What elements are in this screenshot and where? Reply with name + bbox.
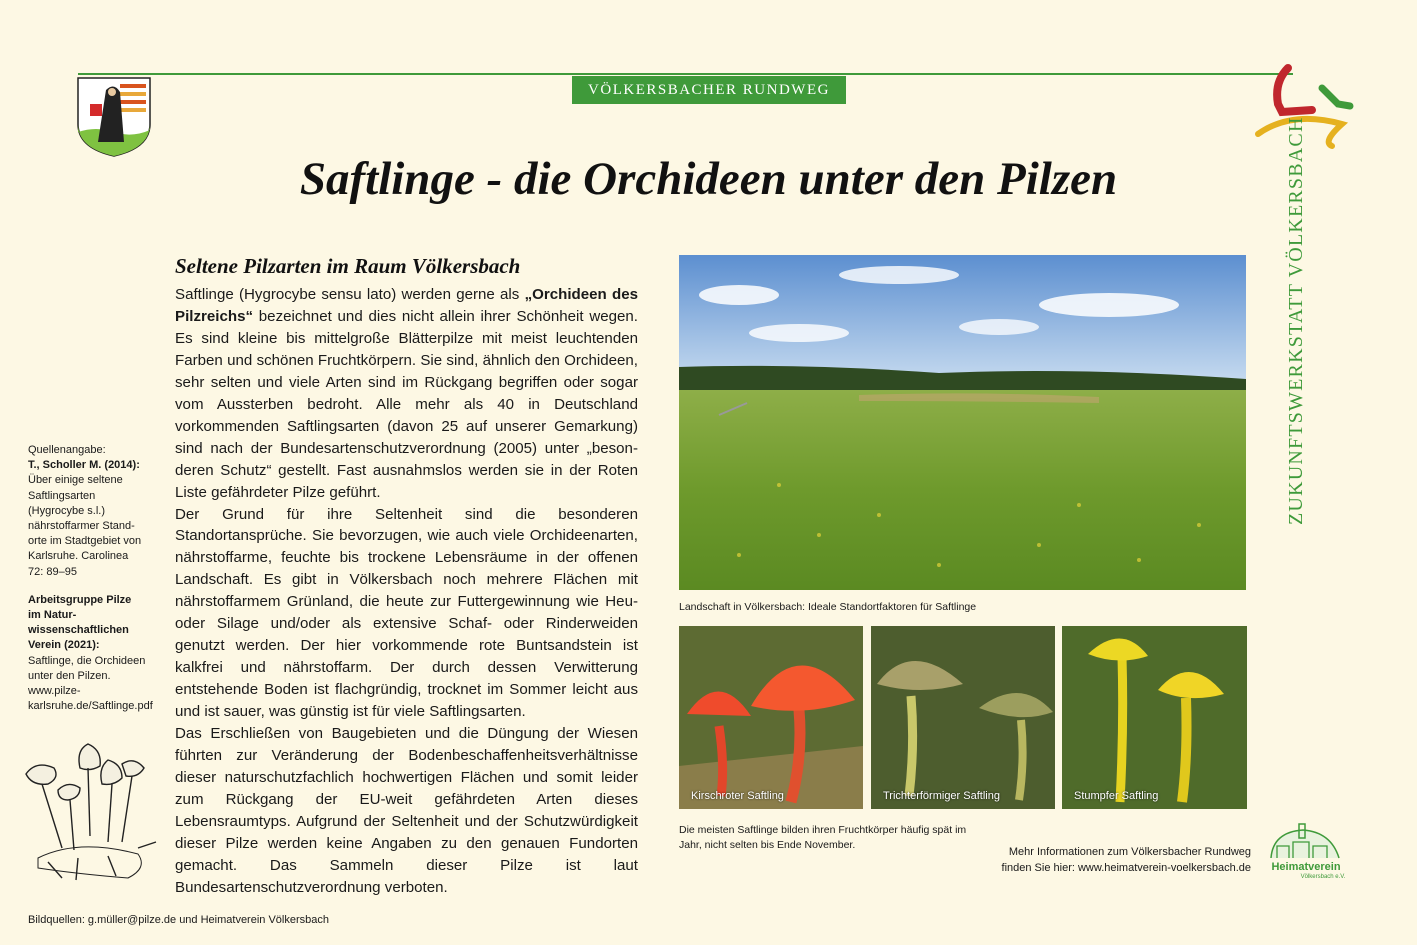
landscape-photo [679, 255, 1246, 590]
section-heading: Seltene Pilzarten im Raum Völkersbach [175, 254, 521, 278]
heimatverein-logo-icon [1263, 818, 1349, 880]
route-banner: VÖLKERSBACHER RUNDWEG [572, 76, 846, 104]
top-rule [78, 73, 1293, 75]
info-url[interactable]: finden Sie hier: www.heimatverein-voelkersbach.de [1001, 861, 1251, 874]
info-block [960, 845, 1251, 876]
page-title: Saftlinge - die Orchideen unter den Pilzen [299, 153, 1118, 205]
paragraph-2: Der Grund für ihre Seltenheit sind die besonderen Standortansprüche. Sie bevorzugen, wie auch viele Orchideenarten, nährstoffarme, feuchte bis trockene Lebensräume in der offenen Landschaft. Es gibt in Völkersbach noch mehrere Flächen mit nährstoffarmem Grünland, die heute zur Futtergewinnung wie Heu- oder Silage und/oder als extensive Schaf- oder Rinderweiden genutzt werden. Der hier vorkommende rote Buntsandstein ist kalkfrei und nährstoffarm. Der durch dessen Verwitterung entstehende Boden ist flachgründig, trocknet im Sommer leicht aus und ist sauer, was günstig ist für viele Saftlingsarten. [175, 505, 638, 721]
source-1: T., Scholler M. (2014): Über einige seltene Saftlingsarten (Hygrocybe s.l.) nährstoffarmer Standorte im Stadtgebiet von Karlsruhe. Carolinea 72: 89–95 [28, 459, 142, 578]
mushroom-photo-kirschrot [679, 626, 863, 809]
mushroom-label-1: Kirschroter Saftling [691, 790, 784, 802]
landscape-caption: Landschaft in Völkersbach: Ideale Standortfaktoren für Saftlinge [679, 601, 977, 613]
image-credits: Bildquellen: g.müller@pilze.de und Heimatverein Völkersbach [28, 914, 329, 926]
paragraph-3: Das Erschließen von Baugebieten und die Düngung der Wiesen führten zur Veränderung der Bodenbeschaffenheitsverhältnisse dieser naturschutzfachlich hochwertigen Flächen und somit leider zum Rückgang der EU-weit gefährdeten Arten dieses Lebensraumtyps. Aufgrund der Seltenheit und der Schutzwürdigkeit dieser Pilze werden keine Angaben zu den genauen Fundorten gemacht. Das Sammeln dieser Pilze ist laut Bundesartenschutzverordnung verboten. [175, 725, 638, 896]
source-2: Arbeitsgruppe Pilze im Naturwissenschaftlichen Verein (2021): Saftlinge, die Orchideen unter den Pilzen. www.pilze-karlsruhe.de/Saftlinge.pdf [28, 593, 153, 713]
emphasis: „Orchideen des Pilzreichs“ [175, 286, 638, 325]
mushroom-sketch-icon [18, 738, 160, 884]
mushroom-label-3: Stumpfer Saftling [1074, 790, 1159, 802]
sources-sidebar [28, 443, 153, 727]
logo-sub: Völkersbach e.V. [1300, 874, 1346, 880]
sources-heading: Quellenangabe: [28, 444, 106, 456]
mushroom-photo-stumpf [1062, 626, 1247, 809]
body-text [175, 284, 638, 899]
mushroom-photo-trichterfoermig [871, 626, 1055, 809]
coat-of-arms-icon [76, 76, 152, 158]
paragraph-1: Saftlinge (Hygrocybe sensu lato) werden gerne als „Orchideen des Pilzreichs“ bezeichnet und dies nicht allein ihrer Schönheit wegen. Es sind kleine bis mittelgroße Blätterpilze mit meist leuchtenden Farben und schönen Fruchtkörpern. Sie sind, ähnlich den Orchideen, sehr selten und viele Arten sind im Rückgang begriffen oder sogar vom Aussterben bedroht. Alle mehr als 40 in Deutschland vorkommenden Saftlingsarten (davon 25 auf unserer Gemarkung) sind nach der Bundesartenschutzverordnung (2005) unter „besonderen Schutz“ gestellt. Fast ausnahmslos werden sie in der Roten Liste gefährdeter Pilze geführt. [175, 286, 638, 501]
mushrooms-caption: Die meisten Saftlinge bilden ihren Fruchtkörper häufig spät im Jahr, nicht selten bis Ende November. [679, 824, 967, 851]
logo-name: Heimatverein [1271, 861, 1341, 873]
mushroom-label-2: Trichterförmiger Saftling [883, 790, 1000, 802]
info-line-1: Mehr Informationen zum Völkersbacher Rundweg [1008, 846, 1251, 858]
vertical-side-title: ZUKUNFTSWERKSTATT VÖLKERSBACH [1285, 116, 1307, 525]
